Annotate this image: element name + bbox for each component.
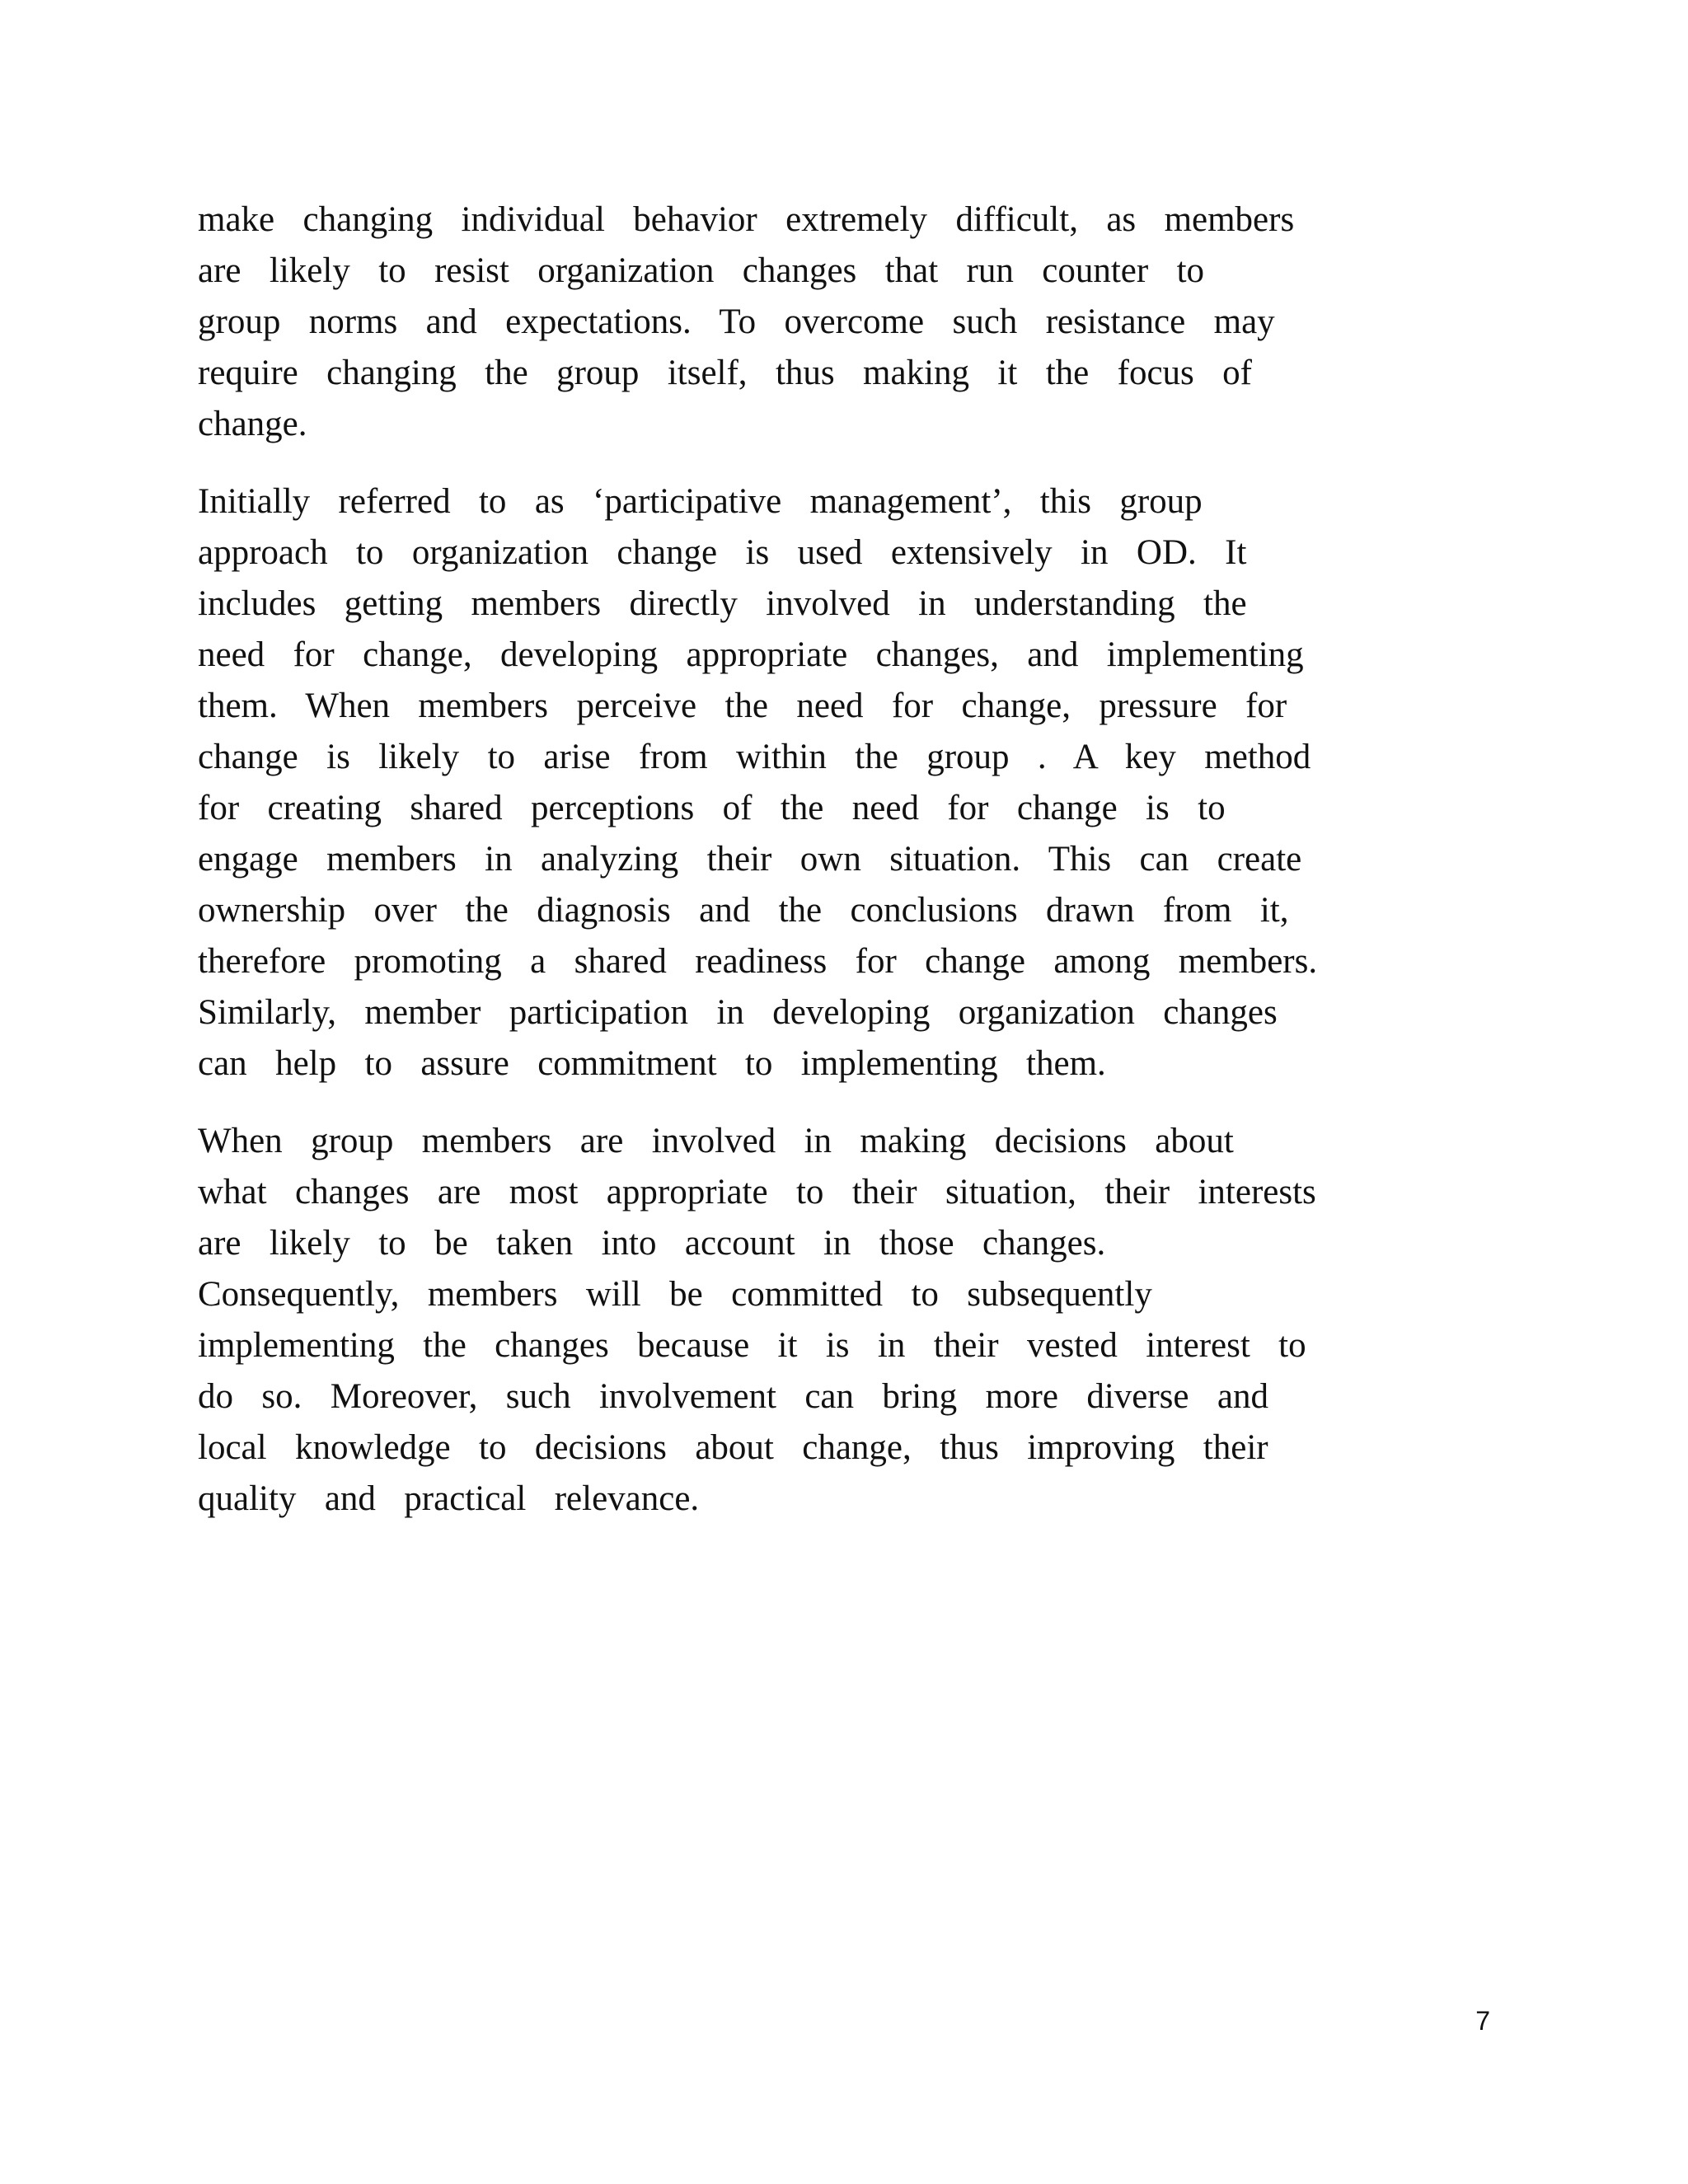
text-line: are likely to resist organization changes that run counter to xyxy=(198,251,1205,290)
text-line: Consequently, members will be committed to subsequently xyxy=(198,1275,1152,1314)
text-line: ownership over the diagnosis and the conclusions drawn from it, xyxy=(198,891,1289,930)
text-line: quality and practical relevance. xyxy=(198,1479,700,1518)
paragraph-3 xyxy=(198,1116,1484,1525)
text-line: Similarly, member participation in developing organization changes xyxy=(198,993,1278,1032)
text-line: them. When members perceive the need for change, pressure for xyxy=(198,687,1287,725)
text-line: need for change, developing appropriate changes, and implementing xyxy=(198,635,1304,674)
text-line: change. xyxy=(198,405,307,443)
text-line: implementing the changes because it is in their vested interest to xyxy=(198,1326,1306,1365)
text-line: change is likely to arise from within the group . A key method xyxy=(198,738,1311,776)
text-line: make changing individual behavior extremely difficult, as members xyxy=(198,200,1295,239)
text-line: are likely to be taken into account in those changes. xyxy=(198,1224,1106,1263)
text-line: Initially referred to as ‘participative management’, this group xyxy=(198,482,1203,521)
paragraph-2 xyxy=(198,476,1484,1090)
text-line: what changes are most appropriate to their situation, their interests xyxy=(198,1173,1316,1212)
text-line: group norms and expectations. To overcome such resistance may xyxy=(198,302,1275,341)
text-line: require changing the group itself, thus making it the focus of xyxy=(198,354,1252,392)
text-line: engage members in analyzing their own situation. This can create xyxy=(198,840,1302,879)
body-text xyxy=(198,194,1484,1525)
page-number: 7 xyxy=(1475,2006,1490,2036)
text-line: approach to organization change is used extensively in OD. It xyxy=(198,533,1247,572)
text-line: local knowledge to decisions about change, thus improving their xyxy=(198,1428,1268,1467)
paragraph-1 xyxy=(198,194,1484,450)
text-line: can help to assure commitment to implementing them. xyxy=(198,1044,1106,1083)
text-line: therefore promoting a shared readiness for change among members. xyxy=(198,942,1318,981)
text-line: When group members are involved in making decisions about xyxy=(198,1122,1234,1160)
text-line: for creating shared perceptions of the need for change is to xyxy=(198,789,1226,827)
text-line: do so. Moreover, such involvement can bring more diverse and xyxy=(198,1377,1268,1416)
text-line: includes getting members directly involved in understanding the xyxy=(198,584,1247,623)
